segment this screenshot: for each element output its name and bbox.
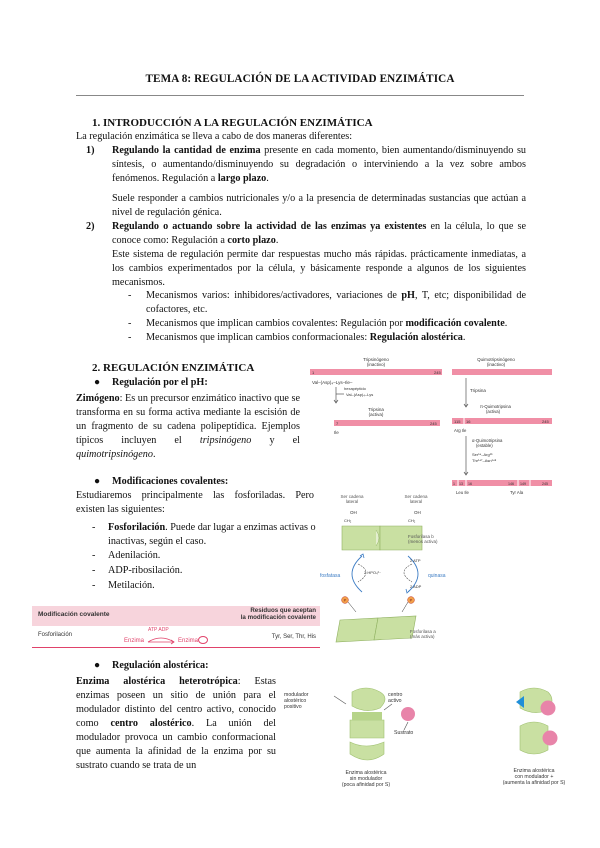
quimo-f16: 16 bbox=[468, 482, 472, 486]
cov-heading: Modificaciones covalentes: bbox=[112, 476, 229, 487]
bullet-3-text bbox=[146, 331, 536, 345]
cov-item-dash: - bbox=[92, 580, 96, 591]
quimo-r245: 245 bbox=[542, 419, 549, 424]
tryp-top: Tripsinógeno bbox=[363, 357, 389, 362]
tripsina: Tripsina bbox=[368, 407, 384, 412]
item-1-bold: Regulando la cantidad de enzima bbox=[112, 145, 261, 156]
cov-table-enzyme2: Enzima bbox=[178, 638, 199, 644]
section-1-intro: La regulación enzimática se lleva a cabo de dos maneras diferentes: bbox=[76, 131, 353, 142]
zimogeno-and: y el bbox=[251, 435, 300, 447]
phos-fosfatasa: fosfatasa bbox=[320, 573, 341, 579]
tryp-valasp: Val–(Asp)₄–Lys bbox=[346, 392, 374, 397]
cov-table-enzyme1: Enzima bbox=[124, 638, 145, 644]
allo-enzyme-top bbox=[352, 688, 385, 711]
alo-heading: Regulación alostérica: bbox=[112, 660, 209, 671]
allo-cap1: Enzima alostérica bbox=[345, 770, 387, 776]
cov-table-col2a: Residuos que aceptan bbox=[250, 607, 316, 614]
bullet-3-post: . bbox=[462, 332, 466, 343]
allo-centro: centro bbox=[388, 692, 403, 698]
allo-cap6: (aumenta la afinidad por S) bbox=[502, 780, 566, 786]
section-1-heading: 1. INTRODUCCIÓN A LA REGULACIÓN ENZIMÁTICA bbox=[92, 117, 373, 129]
alo-bullet: ● bbox=[94, 660, 101, 671]
item-1-body: presente en cada momento, bien aumentando/disminuyendo su síntesis, o aumentando/disminuyendo su degradación o interviniendo a la vez sobre ambos fenómenos. Regulación a bbox=[112, 145, 527, 185]
phos-a-label2: (más activa) bbox=[410, 634, 435, 639]
item-1-text bbox=[112, 144, 526, 186]
ph-heading: Regulación por el pH: bbox=[112, 377, 208, 388]
quimo-tyr-ala: Tyr Ala bbox=[510, 490, 524, 495]
allo-cap2: sin modulador bbox=[349, 776, 383, 782]
allo-enzyme-body bbox=[350, 720, 384, 738]
page-title: TEMA 8: REGULACIÓN DE LA ACTIVIDAD ENZIMÁTICA bbox=[145, 73, 455, 85]
phos-ch2: CH₂ bbox=[408, 518, 416, 523]
allo-modulador: modulador bbox=[284, 692, 309, 698]
quimo-f1: 1 bbox=[453, 482, 455, 486]
phos-hpo: 2 HPO₄²⁻ bbox=[364, 570, 382, 575]
alo-term-2: centro alostérico bbox=[110, 718, 192, 730]
item-1-end: . bbox=[266, 173, 269, 185]
allosteric-figure bbox=[280, 676, 586, 796]
quimo-frag1: Ser¹⁴–Arg¹⁵ bbox=[472, 452, 493, 457]
quimo-r16: 16 bbox=[466, 419, 471, 424]
alpha-q: α-Quimotripsina bbox=[472, 438, 503, 443]
zimogeno-text: : Es un precursor enzimático inactivo que se transforma en su forma activa mediante la escisión de un fragmento de su cadena polipeptídica. Ejemplos típicos incluyen el bbox=[76, 393, 300, 447]
phos-p1: P bbox=[343, 597, 347, 603]
cov-table-col2 bbox=[232, 607, 316, 622]
trypsin-bar bbox=[334, 420, 440, 426]
zimogeno-term: Zimógeno bbox=[76, 393, 120, 404]
phos-oh1: OH bbox=[350, 510, 357, 515]
phos-ch1: CH₂ bbox=[344, 518, 352, 523]
tryp-top2: (inactivo) bbox=[366, 362, 386, 367]
quimo-bar-3 bbox=[452, 480, 552, 486]
item-1-note: Suele responder a cambios nutricionales y/o a la presencia de determinadas sustancias que actúan a nivel de regulación génica. bbox=[112, 193, 526, 219]
phos-adp: 2 ADP bbox=[410, 584, 422, 589]
allo-modulador3: positivo bbox=[284, 704, 302, 710]
cov-item-fosforilacion bbox=[108, 521, 328, 549]
bullet-1-dash: - bbox=[128, 290, 132, 301]
item-1-bold2: largo plazo bbox=[217, 173, 267, 185]
cov-table-residues: Tyr, Ser, Thr, His bbox=[271, 634, 316, 640]
cov-item-adenilacion: Adenilación. bbox=[108, 550, 161, 561]
quimo-top2: (inactivo) bbox=[486, 362, 506, 367]
phos-atp: 2 ATP bbox=[410, 558, 421, 563]
phos-side2b: lateral bbox=[409, 499, 423, 504]
alo-term: Enzima alostérica heterotrópica bbox=[76, 676, 238, 687]
cov-bullet: ● bbox=[94, 476, 101, 487]
tryp-hexapep: hexapéptido bbox=[344, 386, 366, 391]
zimogeno-end: . bbox=[152, 449, 156, 461]
item-2-body: en la célula, lo que se conoce como: Regulación a bbox=[112, 221, 526, 247]
cov-item-dash: - bbox=[92, 565, 96, 576]
allo-sustrato: Sustrato bbox=[394, 730, 414, 736]
allo-cap5: con modulador + bbox=[514, 774, 554, 780]
bullet-1-bold: pH bbox=[401, 290, 415, 301]
item-2-text bbox=[112, 220, 526, 248]
phos-b-label2: (menos activa) bbox=[408, 539, 438, 544]
quimo-frag2: Thr¹⁴⁷–Asn¹⁴⁸ bbox=[472, 458, 497, 463]
tripsina2: (activa) bbox=[368, 412, 384, 417]
item-2-bold: Regulando o actuando sobre la actividad de las enzimas ya existentes bbox=[112, 221, 427, 232]
bullet-2-bold: modificación covalente bbox=[405, 318, 505, 329]
alo-text-1: : Estas enzimas poseen un sitio de unión para el modulador distinto del centro activo, conocido como bbox=[76, 676, 276, 730]
item-2-bold2: corto plazo bbox=[227, 235, 276, 247]
quimo-r15: 15 bbox=[456, 419, 461, 424]
pi-q: π-Quimotripsina bbox=[480, 404, 511, 409]
tryp-n245b: 245 bbox=[430, 421, 437, 426]
quimo-arrow-label: Tripsina bbox=[470, 388, 486, 393]
cov-table-atp: ATP ADP bbox=[148, 627, 169, 633]
pi-q2: (activa) bbox=[486, 409, 501, 414]
item-1-number: 1) bbox=[86, 145, 95, 156]
quimo-leu-ile: Leu Ile bbox=[456, 490, 469, 495]
cov-item-0-text: . Puede dar lugar a enzimas activas o inactivas, según el caso. bbox=[108, 522, 316, 548]
quimo-bar-1 bbox=[452, 369, 552, 375]
substrate-icon bbox=[401, 707, 415, 721]
item-2-note: Este sistema de regulación permite dar respuestas mucho más rápidas. prácticamente inmediatas, a los cambios experimentados por la célula, y básicamente responde a algunos de los siguientes mecanismos. bbox=[112, 249, 526, 289]
item-2-end: . bbox=[275, 235, 279, 247]
zimogeno-example-2: quimotripsinógeno bbox=[76, 449, 153, 461]
cov-table-arrow bbox=[146, 634, 176, 646]
cov-item-dash: - bbox=[92, 550, 96, 561]
tryp-n7: 7 bbox=[336, 421, 339, 426]
allo-modulador2: alostérico bbox=[284, 698, 307, 704]
allo-cap4: Enzima alostérica bbox=[513, 768, 555, 774]
phos-oh2: OH bbox=[414, 510, 421, 515]
bullet-2-pre: Mecanismos que implican cambios covalentes: Regulación por bbox=[146, 318, 406, 329]
phosphate-icon bbox=[198, 636, 208, 644]
zimogeno-example-1: tripsinógeno bbox=[199, 435, 252, 447]
tryp-n1: 1 bbox=[312, 370, 315, 375]
cov-item-0-bold: Fosforilación bbox=[108, 522, 166, 533]
substrate-icon bbox=[543, 731, 558, 746]
bullet-1-text bbox=[146, 289, 526, 317]
phos-side2: Ser cadena bbox=[404, 494, 428, 499]
ph-bullet: ● bbox=[94, 377, 101, 388]
cov-table bbox=[32, 606, 320, 648]
bullet-2-post: . bbox=[504, 318, 508, 329]
bullet-3-bold: Regulación alostérica bbox=[369, 332, 463, 343]
phosphorylase-figure bbox=[312, 492, 486, 650]
quimo-top: Quimotripsinógeno bbox=[477, 357, 515, 362]
tryp-peptide: Val–(Asp)₄–Lys–Ile– bbox=[312, 380, 353, 385]
quimo-f146: 146 bbox=[508, 482, 514, 486]
phos-quinasa: quinasa bbox=[428, 573, 446, 579]
phos-a-left bbox=[336, 618, 378, 642]
allo-enzyme-bottom bbox=[350, 742, 384, 760]
phos-side1b: lateral bbox=[345, 499, 359, 504]
cycle-arrow-left bbox=[352, 556, 362, 592]
zimogeno-paragraph bbox=[76, 392, 300, 462]
alo-paragraph bbox=[76, 675, 276, 774]
cov-text: Estudiaremos principalmente las fosforiladas. Pero existen las siguientes: bbox=[76, 490, 314, 516]
section-2-heading: 2. REGULACIÓN ENZIMÁTICA bbox=[92, 362, 255, 374]
alo-text-2: . La unión del modulador provoca un cambio conformacional que aumenta la afinidad de la enzima por su sustrato cuando se trata de un bbox=[76, 718, 276, 772]
item-2-number: 2) bbox=[86, 221, 95, 232]
title-rule bbox=[76, 95, 524, 96]
quimo-f149: 149 bbox=[520, 482, 526, 486]
cov-item-adp: ADP-ribosilación. bbox=[108, 565, 183, 576]
bullet-1-pre: Mecanismos varios: inhibidores/activadores, variaciones de bbox=[146, 290, 402, 301]
quimo-r1: 1 bbox=[454, 419, 457, 424]
quimo-f245: 245 bbox=[542, 482, 548, 486]
substrate-icon bbox=[541, 701, 556, 716]
tryp-ile: Ile bbox=[334, 430, 339, 435]
phos-b-label: Fosforilasa b bbox=[408, 534, 434, 539]
bullet-1-post: , T, etc; disponibilidad de cofactores, etc. bbox=[146, 290, 526, 316]
phos-p2: P bbox=[409, 597, 413, 603]
quimo-f13: 13 bbox=[459, 482, 463, 486]
phos-a-label: Fosforilasa a bbox=[410, 629, 436, 634]
quimo-arg-ile: Arg Ile bbox=[454, 428, 467, 433]
phos-b-left bbox=[342, 526, 380, 550]
bullet-2-dash: - bbox=[128, 318, 132, 329]
trypsinogen-bar bbox=[310, 369, 442, 375]
tryp-n245: 245 bbox=[434, 370, 441, 375]
allo-centro2: activo bbox=[388, 698, 402, 704]
bullet-3-pre: Mecanismos que implican cambios conformacionales: bbox=[146, 332, 370, 343]
bullet-3-dash: - bbox=[128, 332, 132, 343]
bullet-2-text bbox=[146, 317, 536, 331]
allo-cap3: (poca afinidad por S) bbox=[341, 782, 391, 788]
cov-table-row-label: Fosforilación bbox=[38, 632, 73, 638]
alpha-q2: (estable) bbox=[476, 443, 493, 448]
zymogen-figure bbox=[306, 356, 558, 498]
phos-side1: Ser cadena bbox=[340, 494, 364, 499]
cov-table-col1: Modificación covalente bbox=[38, 611, 110, 618]
cov-table-col2b: la modificación covalente bbox=[240, 614, 316, 622]
cov-item-metilacion: Metilación. bbox=[108, 580, 155, 591]
cov-item-dash: - bbox=[92, 522, 96, 533]
